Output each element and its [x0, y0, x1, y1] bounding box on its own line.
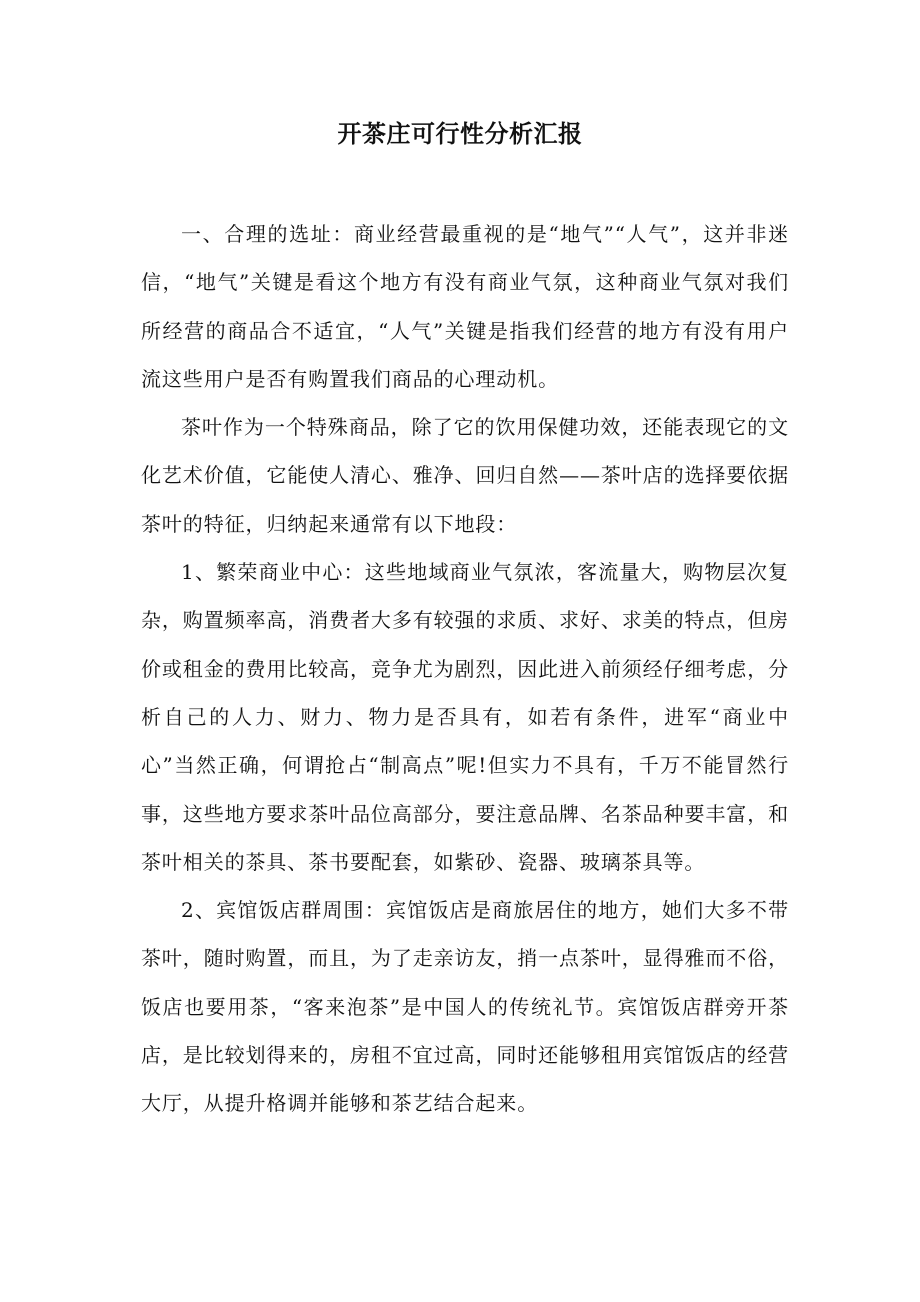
paragraph-site-selection: 一、合理的选址：商业经营最重视的是“地气”“人气”，这并非迷信，“地气”关键是看这个地方有没有商业气氛，这种商业气氛对我们所经营的商品合不适宜，“人气”关键是指我们经营的地方有没有用户流这些用户是否有购置我们商品的心理动机。 [141, 222, 789, 391]
paragraph-commercial-center: 1、繁荣商业中心：这些地域商业气氛浓，客流量大，购物层次复杂，购置频率高，消费者大多有较强的求质、求好、求美的特点，但房价或租金的费用比较高，竞争尤为剧烈，因此进入前须经仔细考虑，分析自己的人力、财力、物力是否具有，如若有条件，进军“商业中心”当然正确，何谓抢占“制高点”呢!但实力不具有，千万不能冒然行事，这些地方要求茶叶品位高部分，要注意品牌、名茶品种要丰富，和茶叶相关的茶具、茶书要配套，如紫砂、瓷器、玻璃茶具等。 [141, 560, 789, 874]
document-body [141, 210, 789, 1128]
paragraph-hotel-area: 2、宾馆饭店群周围：宾馆饭店是商旅居住的地方，她们大多不带茶叶，随时购置，而且，为了走亲访友，捎一点茶叶，显得雅而不俗，饭店也要用茶，“客来泡茶”是中国人的传统礼节。宾馆饭店群旁开茶店，是比较划得来的，房租不宜过高，同时还能够租用宾馆饭店的经营大厅，从提升格调并能够和茶艺结合起来。 [141, 898, 789, 1116]
paragraph-tea-characteristics: 茶叶作为一个特殊商品，除了它的饮用保健功效，还能表现它的文化艺术价值，它能使人清心、雅净、回归自然——茶叶店的选择要依据茶叶的特征，归纳起来通常有以下地段： [141, 415, 789, 536]
document-title: 开茶庄可行性分析汇报 [337, 120, 583, 148]
